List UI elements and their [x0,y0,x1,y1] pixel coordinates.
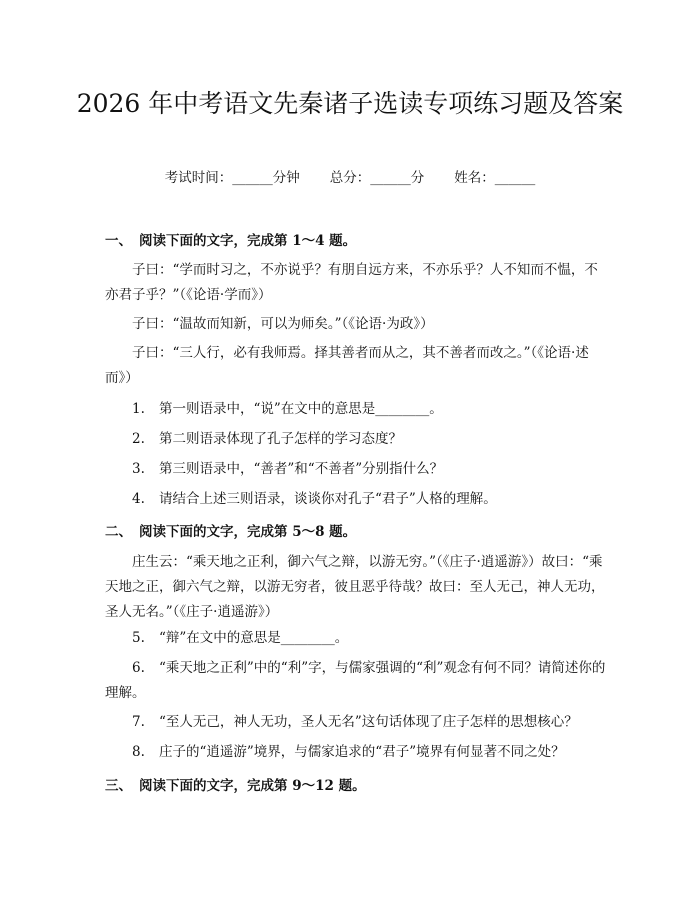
section-heading-2 [105,522,356,542]
section-number: 一、 [105,233,132,249]
question-text: 请结合上述三则语录，谈谈你对孔子“君子”人格的理解。 [159,491,497,507]
passage-paragraph: 庄生云：“乘天地之正利，御六气之辩，以游无穷。”（《庄子·逍遥游》）故曰：“乘天地之正，御六气之辩，以游无穷者，彼且恶乎待哉？故曰：至人无己，神人无功，圣人无名。”（《庄子·逍遥游》） [105,554,605,620]
section-heading-3 [105,776,366,796]
question-number: 8. [132,744,145,760]
question-5 [105,626,610,651]
question-2 [105,427,610,452]
question-number: 7. [132,714,145,730]
question-7 [105,710,610,735]
question-text: “辩”在文中的意思是________。 [159,630,349,646]
section-number: 三、 [105,778,132,794]
question-1 [105,397,610,422]
score-blank: ______ [370,170,411,186]
question-text: “乘天地之正利”中的“利”字，与儒家强调的“利”观念有何不同？请简述你的理解。 [105,660,606,701]
question-text: “至人无己，神人无功，圣人无名”这句话体现了庄子怎样的思想核心？ [159,714,578,730]
passage-paragraph: 子曰：“三人行，必有我师焉。择其善者而从之，其不善者而改之。”（《论语·述而》） [105,345,589,386]
question-number: 5. [132,630,145,646]
exam-info-line [0,168,700,188]
question-text: 庄子的“逍遥游”境界，与儒家追求的“君子”境界有何显著不同之处？ [159,744,565,760]
question-number: 6. [132,660,145,676]
question-8 [105,740,610,765]
score-label: 总分： [329,170,371,186]
passage-paragraph: 子曰：“学而时习之，不亦说乎？有朋自远方来，不亦乐乎？人不知而不愠，不亦君子乎？”（《论语·学而》） [105,262,598,303]
section-number: 二、 [105,524,132,540]
section-heading-1 [105,231,356,251]
question-number: 2. [132,431,145,447]
question-4 [105,487,610,512]
name-label: 姓名： [454,170,495,186]
question-number: 1. [132,401,145,417]
name-blank: ______ [494,170,536,186]
question-number: 3. [132,461,145,477]
section-title: 阅读下面的文字，完成第 1～4 题。 [139,233,357,249]
score-unit: 分 [410,170,425,186]
question-text: 第三则语录中，“善者”和“不善者”分别指什么？ [159,461,444,477]
question-text: 第一则语录中，“说”在文中的意思是________。 [159,401,443,417]
question-6 [105,656,610,706]
question-number: 4. [132,491,145,507]
time-unit: 分钟 [272,170,300,186]
page-title: 2026 年中考语文先秦诸子选读专项练习题及答案 [76,89,624,118]
question-3 [105,457,610,482]
time-blank: ______ [232,170,273,186]
section-title: 阅读下面的文字，完成第 9～12 题。 [139,778,366,794]
section-title: 阅读下面的文字，完成第 5～8 题。 [139,524,357,540]
question-text: 第二则语录体现了孔子怎样的学习态度？ [159,431,402,447]
passage-paragraph: 子曰：“温故而知新，可以为师矣。”（《论语·为政》） [132,316,434,332]
time-label: 考试时间： [164,170,233,186]
